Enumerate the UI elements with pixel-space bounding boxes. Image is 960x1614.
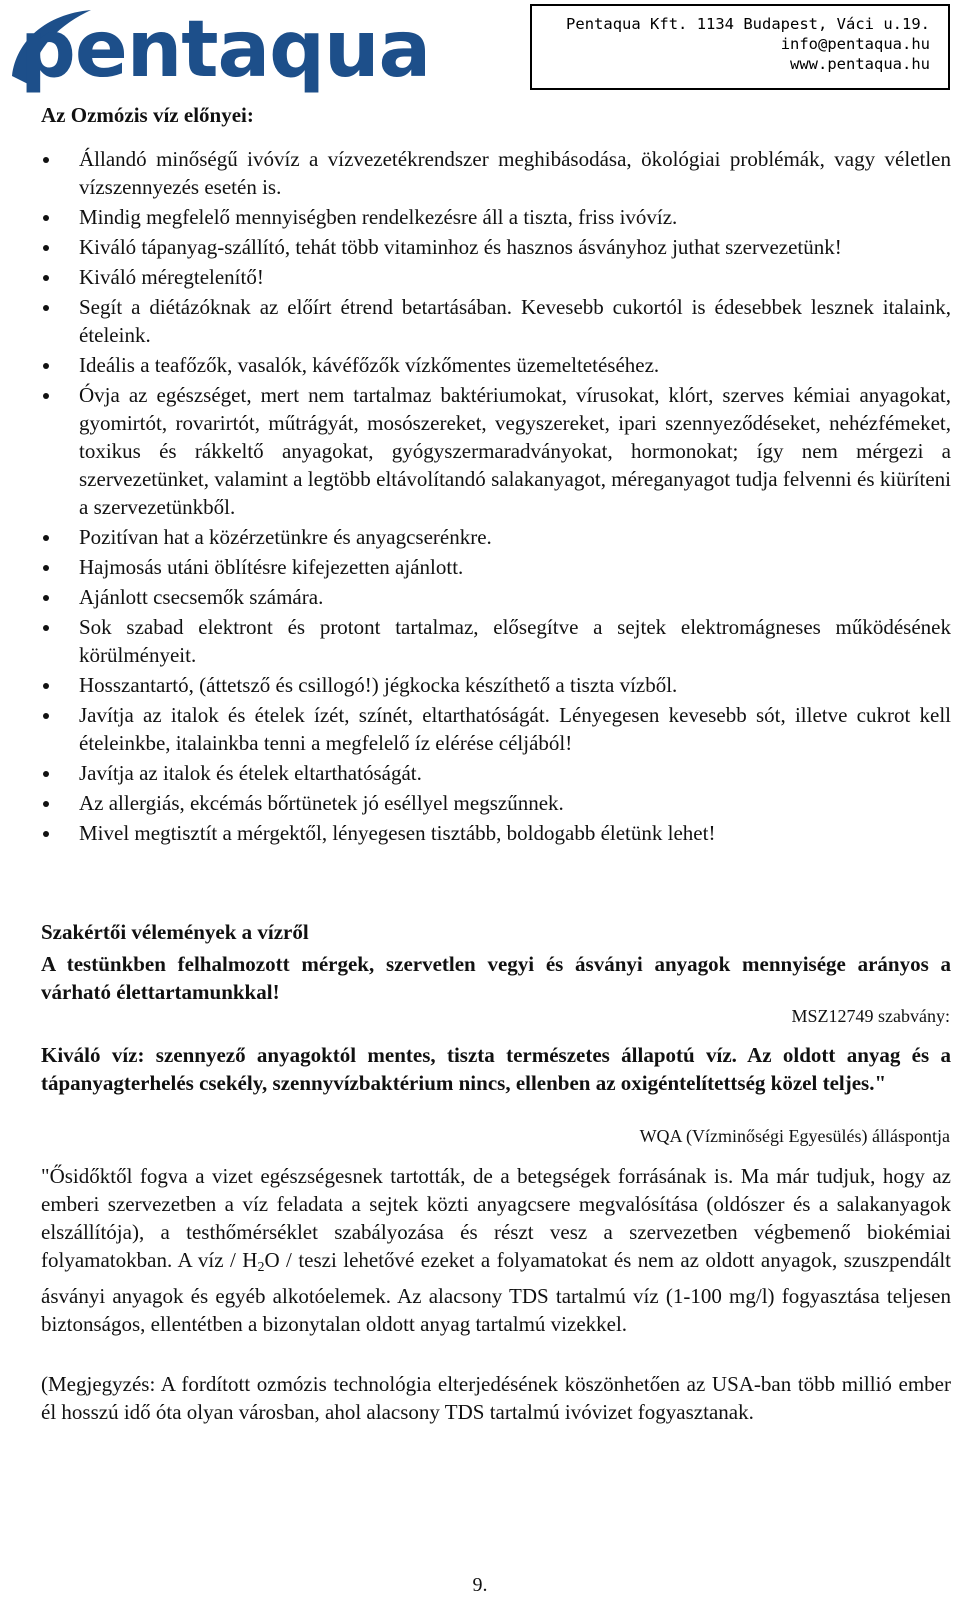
bullet-icon (43, 245, 49, 251)
list-item: Ideális a teafőzők, vasalók, kávéfőzők vízkőmentes üzemeltetéséhez. (41, 351, 951, 379)
logo-wordmark: pentaqua (20, 5, 431, 95)
bullet-icon (43, 713, 49, 719)
list-item: Javítja az italok és ételek eltarthatóságát. (41, 759, 951, 787)
paragraph-water-role: "Ősidőktől fogva a vizet egészségesnek tartották, de a betegségek forrásának is. Ma már tudjuk, hogy az emberi szervezetben a víz feladata a sejtek közti anyagcsere megvalósítása (oldószer és a salakanyagok elszállítója), a testhőmérséklet szabályozása és részt vesz a szervezetben végbemenő biokémiai folyamatokban. A víz / $H_2O$ / teszi lehetővé ezeket a folyamatokat és nem az oldott anyagok, szuszpendált ásványi anyagok és egyéb alkotóelemek. Az alacsony TDS tartalmú víz (1-100 mg/l) fogyasztása teljesen biztonságos, ellentétben a bizonytalan oldott anyag tartalmú vizekkel. (41, 1164, 951, 1336)
company-address: Pentaqua Kft. 1134 Budapest, Váci u.19. (566, 15, 930, 33)
contact-box (530, 4, 950, 90)
list-item: Kiváló tápanyag-szállító, tehát több vitaminhoz és hasznos ásványhoz juthat szervezetünk! (41, 233, 951, 261)
bullet-icon (43, 157, 49, 163)
list-item: Javítja az italok és ételek ízét, színét, eltarthatóságát. Lényegesen kevesebb sót, illetve cukrot kell ételeinkbe, italainkba tenni a megfelelő íz elérése céljából! (41, 701, 951, 757)
list-item: Pozitívan hat a közérzetünkre és anyagcserénkre. (41, 523, 951, 551)
bullet-icon (43, 363, 49, 369)
list-item: Segít a diétázóknak az előírt étrend betartásában. Kevesebb cukortól is édesebbek lesznek italaink, ételeink. (41, 293, 951, 349)
list-item: Hajmosás utáni öblítésre kifejezetten ajánlott. (41, 553, 951, 581)
benefits-list (41, 145, 951, 849)
bullet-icon (43, 595, 49, 601)
bullet-icon (43, 565, 49, 571)
bullet-icon (43, 393, 49, 399)
bullet-icon (43, 535, 49, 541)
list-item: Ajánlott csecsemők számára. (41, 583, 951, 611)
list-item: Óvja az egészséget, mert nem tartalmaz baktériumokat, vírusokat, klórt, szerves kémiai anyagokat, gyomirtót, rovarirtót, műtrágyát, mosószereket, vegyszereket, ipari szennyeződéseket, nehézfémeket, toxikus és rákkeltő anyagokat, gyógyszermaradványokat, hormonokat; így nem mérgezi a szervezetünket, valamint a legtöbb eltávolítandó salakanyagot, méreganyagot tudja felvenni és kiüríteni a szervezetünkből. (41, 381, 951, 521)
bullet-icon (43, 305, 49, 311)
subscript-2: 2 (257, 1260, 265, 1275)
bullet-icon (43, 683, 49, 689)
list-item: Állandó minőségű ivóvíz a vízvezetékrendszer meghibásodása, ökológiai problémák, vagy véletlen vízszennyezés esetén is. (41, 145, 951, 201)
source-msz: MSZ12749 szabvány: (791, 1006, 950, 1026)
list-item: Sok szabad elektront és protont tartalmaz, elősegítve a sejtek elektromágneses működésének körülményeit. (41, 613, 951, 669)
source-wqa: WQA (Vízminőségi Egyesülés) álláspontja (639, 1126, 950, 1146)
list-item: Mivel megtisztít a mérgektől, lényegesen tisztább, boldogabb életünk lehet! (41, 819, 951, 847)
list-item: Kiváló méregtelenítő! (41, 263, 951, 291)
list-item: Mindig megfelelő mennyiségben rendelkezésre áll a tiszta, friss ivóvíz. (41, 203, 951, 231)
bullet-icon (43, 771, 49, 777)
benefits-title: Az Ozmózis víz előnyei: (41, 103, 254, 127)
list-item: Hosszantartó, (áttetsző és csillogó!) jégkocka készíthető a tiszta vízből. (41, 671, 951, 699)
page-number: 9. (472, 1574, 488, 1596)
bullet-icon (43, 801, 49, 807)
bullet-icon (43, 215, 49, 221)
quote-toxins: A testünkben felhalmozott mérgek, szervetlen vegyi és ásványi anyagok mennyisége arányos a várható élettartamunkkal! (41, 952, 951, 1004)
bullet-icon (43, 831, 49, 837)
pentaqua-logo (6, 5, 431, 98)
bullet-icon (43, 275, 49, 281)
quote-excellent-water: Kiváló víz: szennyező anyagoktól mentes, tiszta természetes állapotú víz. Az oldott anyag és a tápanyagterhelés csekély, szennyvízbaktérium nincs, ellenben az oxigéntelítettség közel teljes." (41, 1043, 951, 1095)
list-item: Az allergiás, ekcémás bőrtünetek jó eséllyel megszűnnek. (41, 789, 951, 817)
paragraph-note: (Megjegyzés: A fordított ozmózis technológia elterjedésének köszönhetően az USA-ban több millió ember él hosszú idő óta olyan városban, ahol alacsony TDS tartalmú ivóvizet fogyasztanak. (41, 1372, 951, 1424)
expert-opinions-title: Szakértői vélemények a vízről (41, 920, 309, 944)
company-email[interactable]: info@pentaqua.hu (780, 35, 930, 53)
company-website[interactable]: www.pentaqua.hu (790, 55, 930, 73)
bullet-icon (43, 625, 49, 631)
